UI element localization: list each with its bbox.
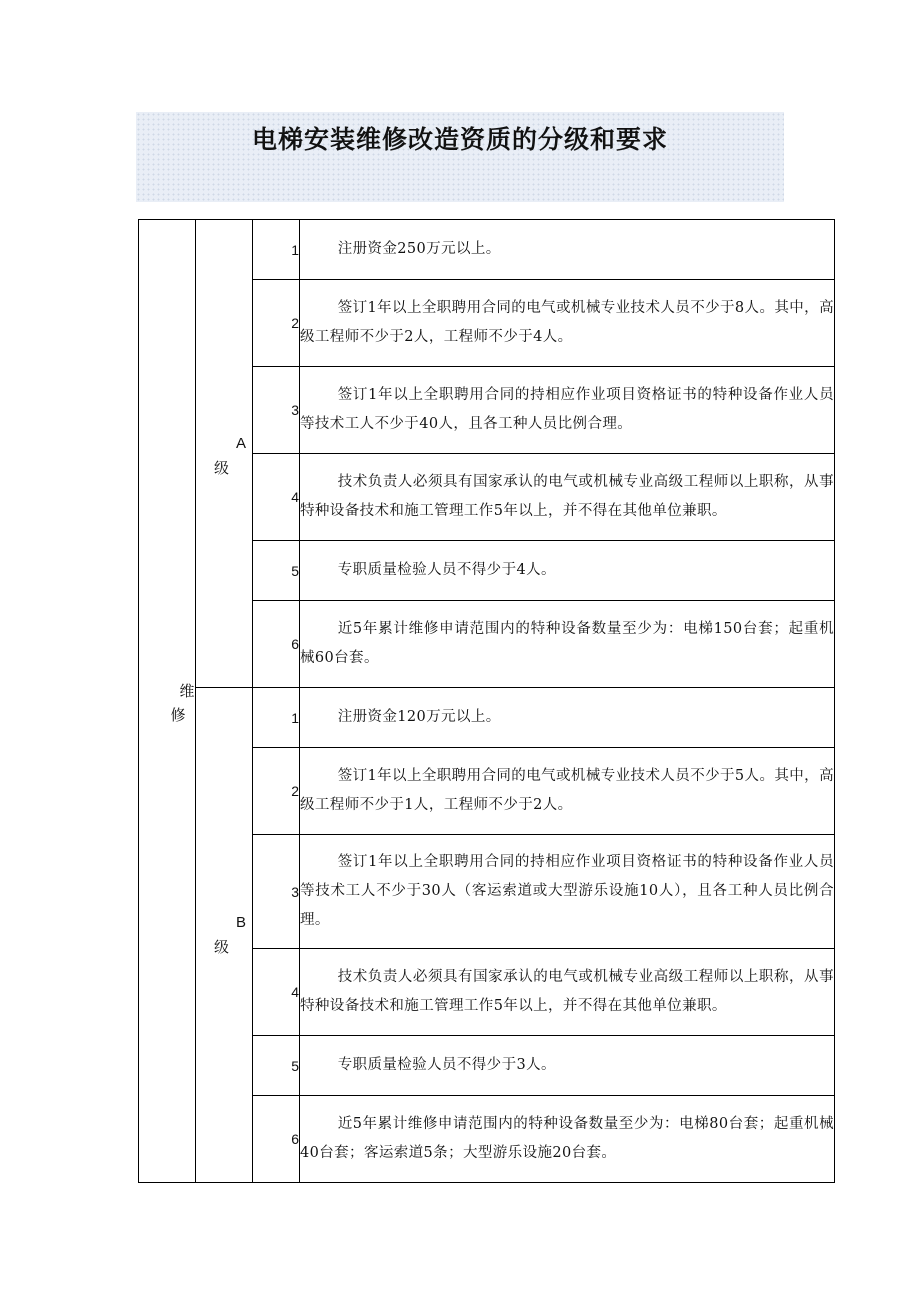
item-text: 注册资金120万元以上。 bbox=[300, 688, 835, 748]
item-text: 签订1年以上全职聘用合同的电气或机械专业技术人员不少于8人。其中，高级工程师不少于2人，工程师不少于4人。 bbox=[300, 280, 835, 367]
category-label-line2: 修 bbox=[170, 706, 186, 724]
category-label bbox=[170, 679, 195, 727]
item-number: 3 bbox=[253, 367, 300, 454]
item-text: 专职质量检验人员不得少于3人。 bbox=[300, 1036, 835, 1096]
item-number: 3 bbox=[253, 835, 300, 949]
item-number: 4 bbox=[253, 949, 300, 1036]
item-number: 5 bbox=[253, 541, 300, 601]
level-label-a bbox=[214, 432, 246, 480]
level-label-a-letter: A bbox=[236, 435, 247, 452]
item-number: 6 bbox=[253, 601, 300, 688]
item-number: 1 bbox=[253, 688, 300, 748]
category-label-line1: 维 bbox=[179, 682, 195, 700]
title-banner bbox=[136, 112, 784, 202]
table-row bbox=[139, 220, 835, 280]
item-number: 5 bbox=[253, 1036, 300, 1096]
item-number: 6 bbox=[253, 1096, 300, 1183]
item-number: 1 bbox=[253, 220, 300, 280]
item-text: 近5年累计维修申请范围内的特种设备数量至少为：电梯80台套；起重机械40台套；客运索道5条；大型游乐设施20台套。 bbox=[300, 1096, 835, 1183]
item-number: 4 bbox=[253, 454, 300, 541]
page-title: 电梯安装维修改造资质的分级和要求 bbox=[251, 125, 668, 154]
item-number: 2 bbox=[253, 280, 300, 367]
level-cell-b bbox=[196, 688, 253, 1183]
item-text: 技术负责人必须具有国家承认的电气或机械专业高级工程师以上职称，从事特种设备技术和施工管理工作5年以上，并不得在其他单位兼职。 bbox=[300, 949, 835, 1036]
level-label-b-letter: B bbox=[236, 914, 247, 931]
item-text: 签订1年以上全职聘用合同的持相应作业项目资格证书的特种设备作业人员等技术工人不少于40人，且各工种人员比例合理。 bbox=[300, 367, 835, 454]
level-label-a-suffix: 级 bbox=[214, 459, 230, 477]
item-text: 专职质量检验人员不得少于4人。 bbox=[300, 541, 835, 601]
item-text: 技术负责人必须具有国家承认的电气或机械专业高级工程师以上职称，从事特种设备技术和施工管理工作5年以上，并不得在其他单位兼职。 bbox=[300, 454, 835, 541]
level-label-b-suffix: 级 bbox=[214, 938, 230, 956]
item-text: 签订1年以上全职聘用合同的持相应作业项目资格证书的特种设备作业人员等技术工人不少于30人（客运索道或大型游乐设施10人），且各工种人员比例合理。 bbox=[300, 835, 835, 949]
item-number: 2 bbox=[253, 748, 300, 835]
table-row bbox=[139, 688, 835, 748]
requirements-table bbox=[138, 219, 835, 1183]
item-text: 签订1年以上全职聘用合同的电气或机械专业技术人员不少于5人。其中，高级工程师不少于1人，工程师不少于2人。 bbox=[300, 748, 835, 835]
item-text: 注册资金250万元以上。 bbox=[300, 220, 835, 280]
level-label-b bbox=[214, 911, 246, 959]
item-text: 近5年累计维修申请范围内的特种设备数量至少为：电梯150台套；起重机械60台套。 bbox=[300, 601, 835, 688]
category-cell bbox=[139, 220, 196, 1183]
level-cell-a bbox=[196, 220, 253, 688]
